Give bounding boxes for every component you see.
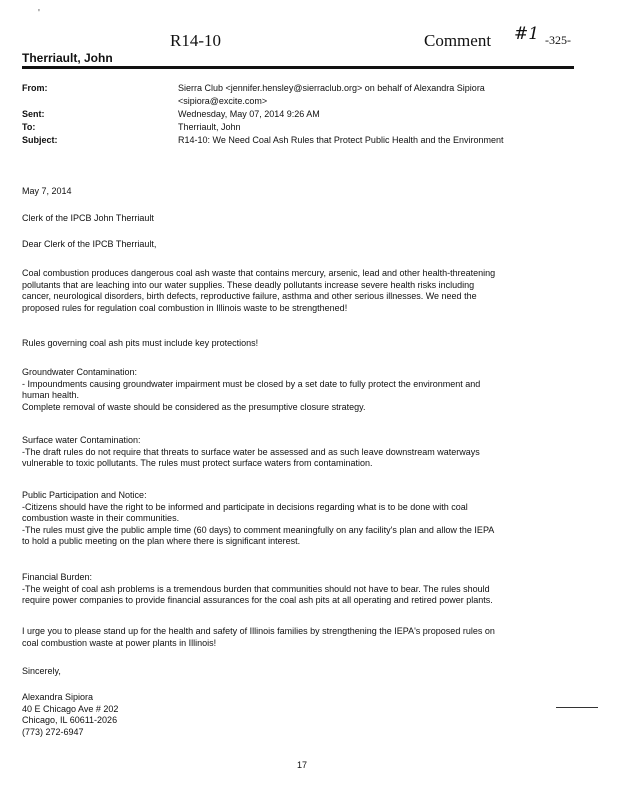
subject-label: Subject: xyxy=(22,135,58,145)
section-heading: Groundwater Contamination: xyxy=(22,367,138,377)
page-number: 17 xyxy=(297,760,308,770)
docket-number: R14-10 xyxy=(170,31,221,50)
intro-paragraph: Coal combustion produces dangerous coal ash waste that contains mercury, arsenic, lead and other health-threatening pollutants that are leaching into our water supplies. These deadly pollutants increase severe health risks including cancer, neurological disorders, birth defects, reproductive failure, asthma and other serious illnesses. We need the proposed rules for regulation coal combustion in Illinois waste to be strengthened! xyxy=(22,268,496,313)
sender-street: 40 E Chicago Ave # 202 xyxy=(22,703,119,714)
financial-burden-section: Financial Burden: -The weight of coal ash problems is a tremendous burden that communities should not have to bear. The rules should require power companies to provide financial assurances for the coal ash pits at all operating and retired power plants. xyxy=(22,572,570,607)
signoff: Sincerely, xyxy=(22,666,61,676)
section-heading: Public Participation and Notice: xyxy=(22,490,147,500)
comment-suffix: -325- xyxy=(545,33,571,47)
to-label: To: xyxy=(22,122,36,132)
surface-water-section: Surface water Contamination: -The draft rules do not require that threats to surface water be assessed and as such leave downstream waterways vulnerable to toxic pollutants. The rules must protect surface waters from contamination. xyxy=(22,435,570,470)
sender-phone: (773) 272-6947 xyxy=(22,726,84,737)
scan-mark: ' xyxy=(38,8,40,19)
margin-mark xyxy=(556,707,598,708)
to-value: Therriault, John xyxy=(178,122,241,132)
letter-addressee: Clerk of the IPCB John Therriault xyxy=(22,213,154,223)
subject-value: R14-10: We Need Coal Ash Rules that Protect Public Health and the Environment xyxy=(178,135,504,145)
from-value-line-1: Sierra Club <jennifer.hensley@sierraclub.org> on behalf of Alexandra Sipiora xyxy=(178,83,485,93)
from-value-line-2: <sipiora@excite.com> xyxy=(178,96,268,106)
closing-paragraph: I urge you to please stand up for the health and safety of Illinois families by strengthening the IEPA's proposed rules on coal combustion waste at power plants in Illinois! xyxy=(22,626,495,648)
letter-date: May 7, 2014 xyxy=(22,186,72,196)
comment-number: #1 xyxy=(514,24,540,44)
public-participation-section: Public Participation and Notice: -Citizens should have the right to be informed and participate in decisions regarding what is to be done with coal combustion waste in their communities. -The rules must give the public ample time (60 days) to comment meaningfully on any facility's plan and allow the IEPA to hold a public meeting on the plan where there is significant interest. xyxy=(22,490,570,548)
from-label: From: xyxy=(22,83,48,93)
header-divider xyxy=(22,66,574,69)
sender-city: Chicago, IL 60611-2026 xyxy=(22,715,118,726)
sender-name: Alexandra Sipiora xyxy=(22,692,94,702)
rules-intro: Rules governing coal ash pits must include key protections! xyxy=(22,338,259,348)
signature-block xyxy=(22,692,570,738)
groundwater-section: Groundwater Contamination: - Impoundments causing groundwater impairment must be closed by a set date to fully protect the environment and human health. Complete removal of waste should be considered as the presumptive closure strategy. xyxy=(22,367,570,413)
recipient-name: Therriault, John xyxy=(22,51,113,65)
letter-salutation: Dear Clerk of the IPCB Therriault, xyxy=(22,239,157,249)
sent-label: Sent: xyxy=(22,109,45,119)
comment-label: Comment xyxy=(424,31,492,50)
sent-value: Wednesday, May 07, 2014 9:26 AM xyxy=(178,109,320,119)
section-heading: Financial Burden: xyxy=(22,572,93,582)
section-heading: Surface water Contamination: xyxy=(22,435,141,445)
